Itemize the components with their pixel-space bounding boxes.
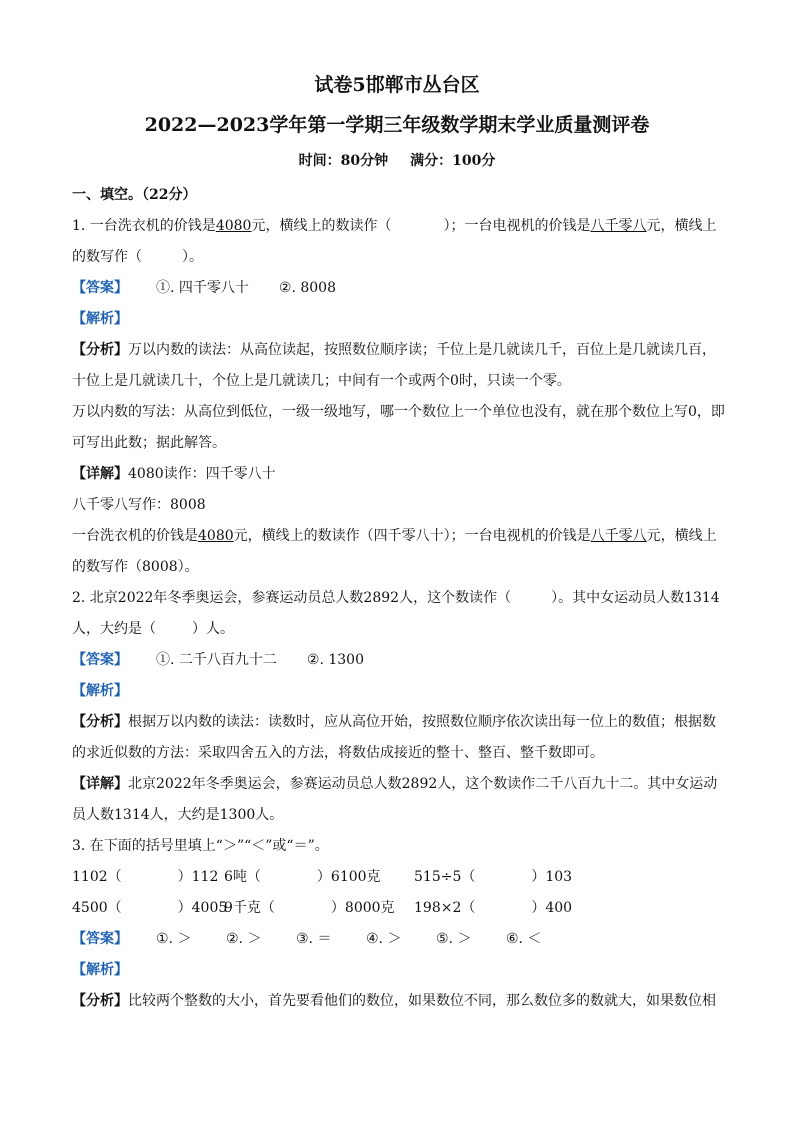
q1-underline-words: 八千零八 [590,218,647,234]
q1-jiexi-tag: 【解析】 [72,311,128,327]
q3-item-2: 6吨（ ）6100克 [224,869,381,885]
q3-item-3: 515÷5（ ）103 [414,869,573,885]
q3-item-6: 198×2（ ）400 [414,900,573,916]
q1-stem-line-2: 的数写作（ ）。 [72,249,203,265]
q3-compare-row-1 [72,862,724,893]
exam-time: 时间：80分钟 [298,153,389,169]
q3-answer-5: ⑤. ＞ [436,931,472,947]
q1-answer-2: ②. 8008 [278,280,336,296]
q2-answer: 【答案】 ①. 二千八百九十二 ②. 1300 [72,652,364,668]
q2-stem-line-2: 人，大约是（ ）人。 [72,621,234,637]
q1-xiangjie-line-1: 【详解】4080读作：四千零八十 [72,466,276,482]
q2-fenxi-line-2: 的求近似数的方法：采取四舍五入的方法，将数估成接近的整十、整百、整千数即可。 [72,745,604,761]
q1-xiangjie-line-4: 的数写作（8008）。 [72,559,199,575]
q3-compare-row-2 [72,893,724,924]
q3-fenxi-line-1: 【分析】比较两个整数的大小，首先要看他们的数位，如果数位不同，那么数位多的数就大，如果数位相 [72,993,716,1009]
exam-content [72,180,724,1017]
q3-item-5: 9千克（ ）8000克 [224,900,395,916]
q3-answer-3: ③. ＝ [296,931,332,947]
q3-answer-2: ②. ＞ [226,931,262,947]
q3-answer-1: ①. ＞ [156,931,192,947]
q1-fenxi-line-3: 万以内数的写法：从高位到低位，一级一级地写，哪一个数位上一个单位也没有，就在那个数位上写0，即 [72,404,725,420]
exam-subtitle: 2022—2023学年第一学期三年级数学期末学业质量测评卷 [144,114,650,136]
q2-fenxi-line-1: 【分析】根据万以内数的读法：读数时，应从高位开始，按照数位顺序依次读出每一位上的数值；根据数 [72,714,716,730]
q1-xiangjie-line-2: 八千零八写作：8008 [72,497,206,513]
q3-item-1: 1102（ ）112 [72,869,219,885]
q3-answer-4: ④. ＞ [366,931,402,947]
q3-stem: 3. 在下面的括号里填上“＞”“＜”或“＝”。 [72,838,329,854]
q2-answer-2: ②. 1300 [306,652,364,668]
q1-answer [72,273,724,304]
q2-jiexi-tag: 【解析】 [72,683,128,699]
q1-answer-1: ①. 四千零八十 [156,280,249,296]
exam-score: 满分：100分 [410,153,496,169]
q1-fenxi-line-1: 【分析】万以内数的读法：从高位读起，按照数位顺序读；千位上是几就读几千，百位上是几就读几百， [72,342,716,358]
q3-answer-6: ⑥. ＜ [506,931,542,947]
answer-tag: 【答案】 [72,280,128,296]
q2-stem-line-1: 2. 北京2022年冬季奥运会，参赛运动员总人数2892人，这个数读作（ ）。其中女运动员人数1314 [72,590,720,606]
q2-xiangjie-line-2: 员人数1314人，大约是1300人。 [72,807,284,823]
q1-xiangjie-line-3: 一台洗衣机的价钱是4080元，横线上的数读作（四千零八十）；一台电视机的价钱是八千零八元，横线上 [72,528,717,544]
q3-jiexi-tag: 【解析】 [72,962,128,978]
section-heading: 一、填空。（22分） [72,187,197,203]
q2-answer-1: ①. 二千八百九十二 [156,652,277,668]
q2-xiangjie-line-1: 【详解】北京2022年冬季奥运会，参赛运动员总人数2892人，这个数读作二千八百九十二。其中女运动 [72,776,718,792]
q1-underline-number: 4080 [215,218,252,234]
q1-fenxi-line-2: 十位上是几就读几十，个位上是几就读几；中间有一个或两个0时，只读一个零。 [72,373,571,389]
exam-title: 试卷5邯郸市丛台区 [314,74,480,96]
exam-info [0,150,794,170]
q3-item-4: 4500（ ）4005 [72,900,228,916]
q1-fenxi-line-4: 可写出此数；据此解答。 [72,435,226,451]
q1-stem-line-1: 1. 一台洗衣机的价钱是4080元，横线上的数读作（ ）；一台电视机的价钱是八千零八元，横线上 [72,218,717,234]
q3-answer: 【答案】 ①. ＞ ②. ＞ ③. ＝ ④. ＞ ⑤. ＞ ⑥. ＜ [72,924,724,955]
